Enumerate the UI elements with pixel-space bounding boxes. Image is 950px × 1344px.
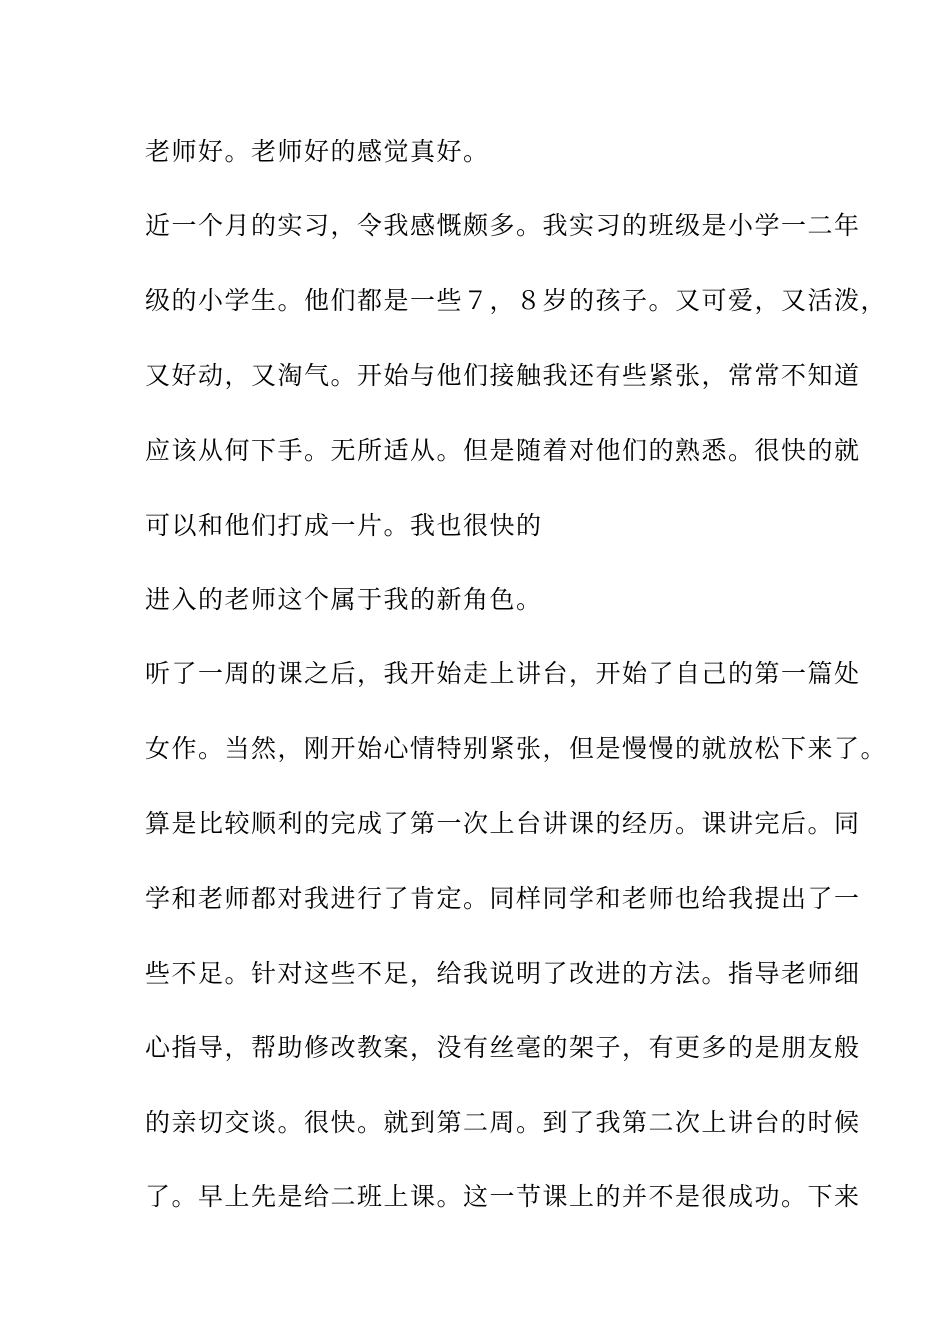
text-line: 应该从何下手。无所适从。但是随着对他们的熟悉。很快的就	[145, 436, 861, 465]
text-line: 可以和他们打成一片。我也很快的	[145, 511, 543, 540]
text-line: 女作。当然，刚开始心情特别紧张，但是慢慢的就放松下来了。	[145, 734, 888, 763]
text-line: 些不足。针对这些不足，给我说明了改进的方法。指导老师细	[145, 959, 861, 988]
text-line: 算是比较顺利的完成了第一次上台讲课的经历。课讲完后。同	[145, 809, 861, 838]
text-line: 的亲切交谈。很快。就到第二周。到了我第二次上讲台的时候	[145, 1108, 861, 1137]
text-line: 又好动，又淘气。开始与他们接触我还有些紧张，常常不知道	[145, 361, 861, 390]
text-line: 进入的老师这个属于我的新角色。	[145, 585, 543, 614]
text-line: 老师好。老师好的感觉真好。	[145, 137, 490, 166]
text-line: 心指导，帮助修改教案，没有丝毫的架子，有更多的是朋友般	[145, 1033, 861, 1062]
text-line: 了。早上先是给二班上课。这一节课上的并不是很成功。下来	[145, 1182, 861, 1211]
text-line: 近一个月的实习，令我感慨颇多。我实习的班级是小学一二年	[145, 211, 861, 240]
text-line: 级的小学生。他们都是一些７，８岁的孩子。又可爱，又活泼，	[145, 286, 888, 315]
text-line: 学和老师都对我进行了肯定。同样同学和老师也给我提出了一	[145, 884, 861, 913]
text-line: 听了一周的课之后，我开始走上讲台，开始了自己的第一篇处	[145, 659, 861, 688]
